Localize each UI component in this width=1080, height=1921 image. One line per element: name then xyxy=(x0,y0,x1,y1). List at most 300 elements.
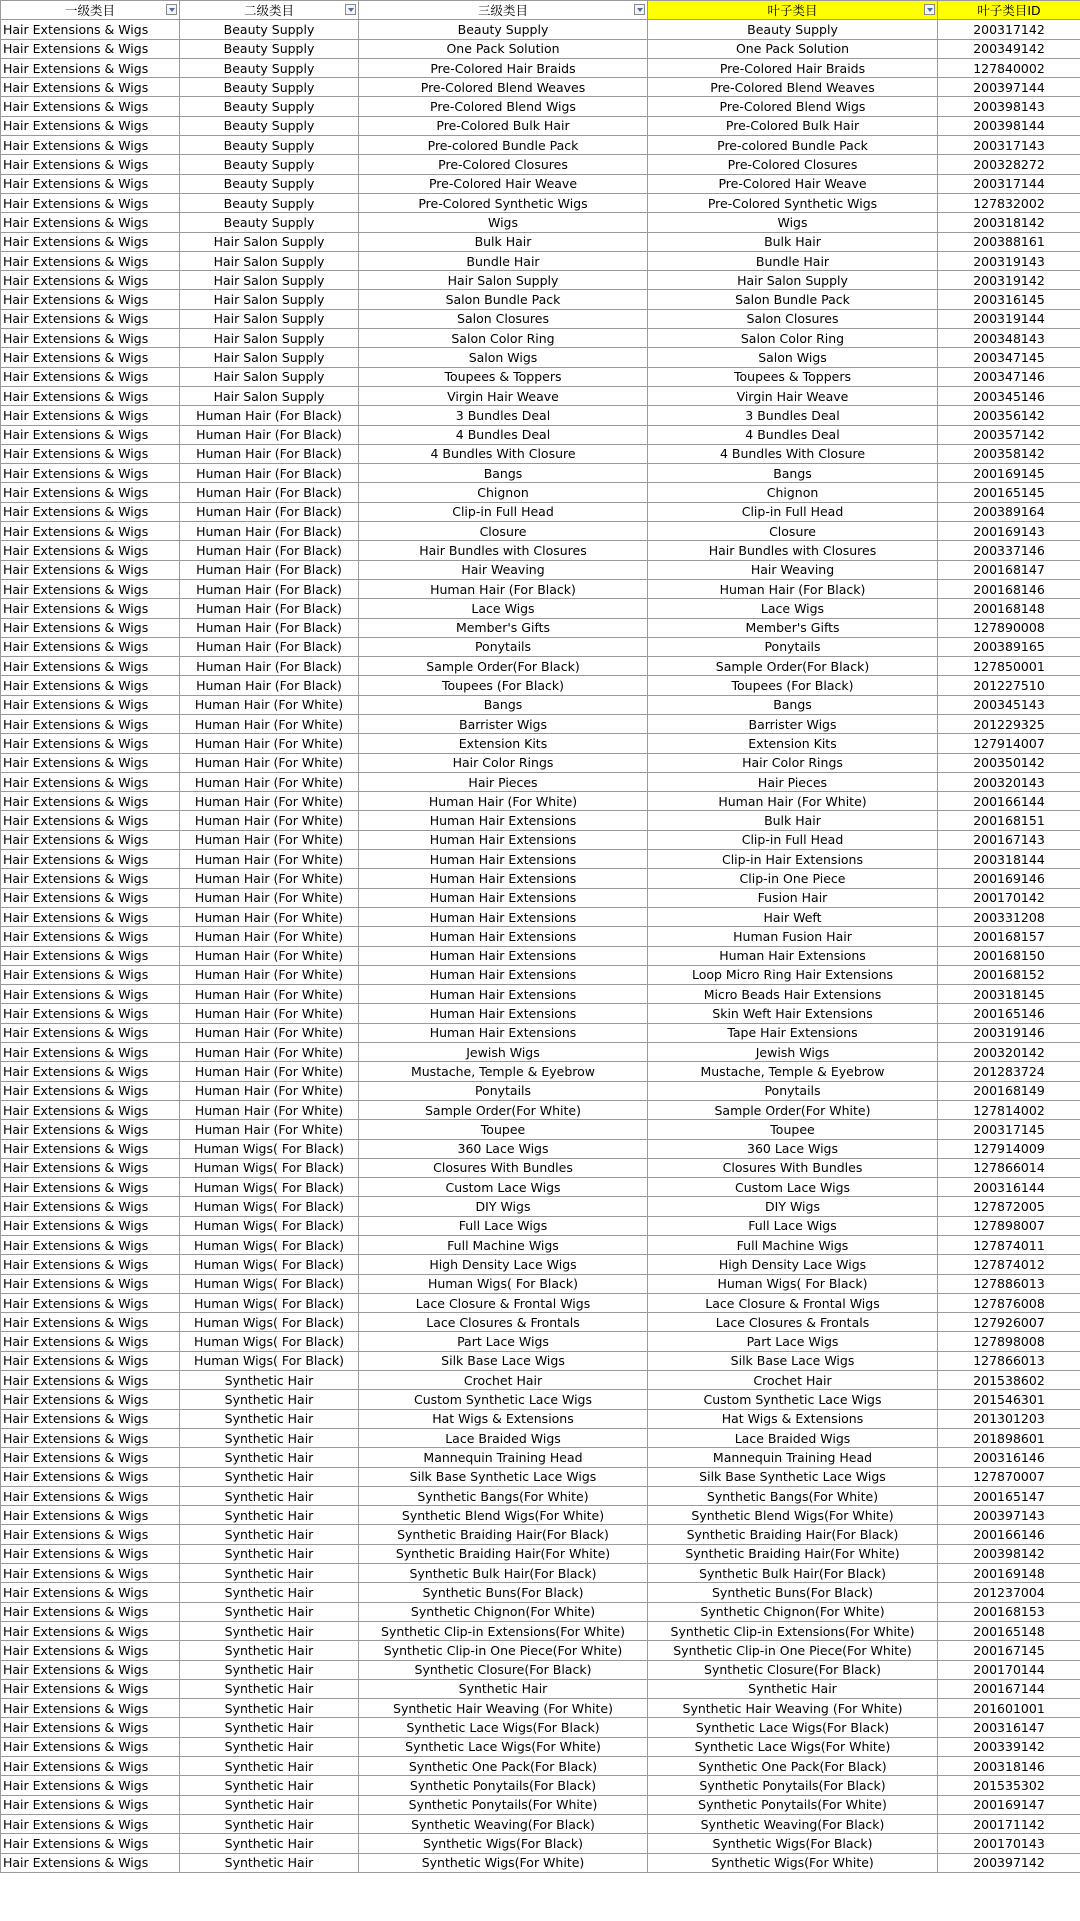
cell-level2[interactable]: Human Hair (For White) xyxy=(180,927,359,946)
cell-level3[interactable]: Lace Closures & Frontals xyxy=(359,1313,648,1332)
cell-leaf[interactable]: Chignon xyxy=(648,483,938,502)
cell-level2[interactable]: Human Hair (For White) xyxy=(180,792,359,811)
cell-leaf-id[interactable]: 200168150 xyxy=(938,946,1080,965)
cell-leaf[interactable]: Synthetic Hair xyxy=(648,1679,938,1698)
cell-level2[interactable]: Beauty Supply xyxy=(180,213,359,232)
cell-level1[interactable]: Hair Extensions & Wigs xyxy=(1,1814,180,1833)
cell-level3[interactable]: Hair Salon Supply xyxy=(359,271,648,290)
cell-level1[interactable]: Hair Extensions & Wigs xyxy=(1,1660,180,1679)
cell-level1[interactable]: Hair Extensions & Wigs xyxy=(1,1544,180,1563)
cell-level2[interactable]: Human Hair (For Black) xyxy=(180,618,359,637)
cell-leaf-id[interactable]: 200168153 xyxy=(938,1602,1080,1621)
cell-leaf-id[interactable]: 200316145 xyxy=(938,290,1080,309)
cell-level3[interactable]: Synthetic Closure(For Black) xyxy=(359,1660,648,1679)
cell-level2[interactable]: Hair Salon Supply xyxy=(180,309,359,328)
cell-level3[interactable]: Synthetic Wigs(For White) xyxy=(359,1853,648,1872)
cell-level3[interactable]: Bangs xyxy=(359,695,648,714)
cell-leaf[interactable]: Salon Closures xyxy=(648,309,938,328)
cell-level3[interactable]: Mannequin Training Head xyxy=(359,1448,648,1467)
cell-leaf[interactable]: Bulk Hair xyxy=(648,811,938,830)
cell-leaf[interactable]: Full Machine Wigs xyxy=(648,1236,938,1255)
cell-leaf[interactable]: Barrister Wigs xyxy=(648,714,938,733)
cell-level1[interactable]: Hair Extensions & Wigs xyxy=(1,1506,180,1525)
cell-level1[interactable]: Hair Extensions & Wigs xyxy=(1,1236,180,1255)
cell-leaf-id[interactable]: 200345146 xyxy=(938,386,1080,405)
cell-level2[interactable]: Synthetic Hair xyxy=(180,1621,359,1640)
cell-level1[interactable]: Hair Extensions & Wigs xyxy=(1,1621,180,1640)
cell-level2[interactable]: Synthetic Hair xyxy=(180,1699,359,1718)
cell-level2[interactable]: Hair Salon Supply xyxy=(180,232,359,251)
cell-level3[interactable]: Synthetic Lace Wigs(For White) xyxy=(359,1737,648,1756)
cell-level3[interactable]: Pre-Colored Bulk Hair xyxy=(359,116,648,135)
cell-level1[interactable]: Hair Extensions & Wigs xyxy=(1,1216,180,1235)
cell-leaf[interactable]: Synthetic Wigs(For White) xyxy=(648,1853,938,1872)
cell-level1[interactable]: Hair Extensions & Wigs xyxy=(1,1293,180,1312)
cell-level1[interactable]: Hair Extensions & Wigs xyxy=(1,1853,180,1872)
cell-leaf[interactable]: Human Hair Extensions xyxy=(648,946,938,965)
cell-level2[interactable]: Human Wigs( For Black) xyxy=(180,1216,359,1235)
cell-level2[interactable]: Human Hair (For Black) xyxy=(180,444,359,463)
cell-level3[interactable]: Hat Wigs & Extensions xyxy=(359,1409,648,1428)
cell-level2[interactable]: Beauty Supply xyxy=(180,193,359,212)
cell-level1[interactable]: Hair Extensions & Wigs xyxy=(1,155,180,174)
cell-leaf[interactable]: Synthetic Ponytails(For White) xyxy=(648,1795,938,1814)
cell-level2[interactable]: Human Hair (For White) xyxy=(180,1004,359,1023)
cell-leaf-id[interactable]: 200319144 xyxy=(938,309,1080,328)
cell-leaf-id[interactable]: 200165145 xyxy=(938,483,1080,502)
cell-level3[interactable]: Toupee xyxy=(359,1120,648,1139)
cell-level2[interactable]: Human Wigs( For Black) xyxy=(180,1293,359,1312)
cell-leaf[interactable]: Lace Braided Wigs xyxy=(648,1428,938,1447)
cell-level1[interactable]: Hair Extensions & Wigs xyxy=(1,1602,180,1621)
cell-leaf[interactable]: Salon Wigs xyxy=(648,348,938,367)
cell-level1[interactable]: Hair Extensions & Wigs xyxy=(1,541,180,560)
cell-leaf-id[interactable]: 200167143 xyxy=(938,830,1080,849)
cell-level3[interactable]: Lace Braided Wigs xyxy=(359,1428,648,1447)
cell-level2[interactable]: Human Wigs( For Black) xyxy=(180,1158,359,1177)
cell-leaf-id[interactable]: 127898007 xyxy=(938,1216,1080,1235)
cell-level2[interactable]: Synthetic Hair xyxy=(180,1776,359,1795)
cell-leaf-id[interactable]: 200166144 xyxy=(938,792,1080,811)
cell-level3[interactable]: Human Hair Extensions xyxy=(359,850,648,869)
cell-level3[interactable]: Bulk Hair xyxy=(359,232,648,251)
cell-leaf-id[interactable]: 200347146 xyxy=(938,367,1080,386)
cell-leaf[interactable]: 3 Bundles Deal xyxy=(648,406,938,425)
cell-level1[interactable]: Hair Extensions & Wigs xyxy=(1,329,180,348)
cell-level1[interactable]: Hair Extensions & Wigs xyxy=(1,1004,180,1023)
cell-leaf-id[interactable]: 201546301 xyxy=(938,1390,1080,1409)
cell-level1[interactable]: Hair Extensions & Wigs xyxy=(1,386,180,405)
cell-level2[interactable]: Human Hair (For White) xyxy=(180,734,359,753)
cell-leaf[interactable]: Pre-Colored Blend Wigs xyxy=(648,97,938,116)
cell-leaf-id[interactable]: 127850001 xyxy=(938,657,1080,676)
cell-level3[interactable]: Synthetic Wigs(For Black) xyxy=(359,1834,648,1853)
cell-level2[interactable]: Hair Salon Supply xyxy=(180,329,359,348)
cell-level3[interactable]: Synthetic Braiding Hair(For Black) xyxy=(359,1525,648,1544)
cell-level2[interactable]: Synthetic Hair xyxy=(180,1428,359,1447)
cell-leaf-id[interactable]: 127876008 xyxy=(938,1293,1080,1312)
cell-leaf[interactable]: Clip-in Hair Extensions xyxy=(648,850,938,869)
cell-leaf-id[interactable]: 200320143 xyxy=(938,772,1080,791)
cell-level1[interactable]: Hair Extensions & Wigs xyxy=(1,1081,180,1100)
cell-leaf-id[interactable]: 200331208 xyxy=(938,907,1080,926)
cell-leaf-id[interactable]: 201898601 xyxy=(938,1428,1080,1447)
cell-leaf[interactable]: High Density Lace Wigs xyxy=(648,1255,938,1274)
cell-leaf-id[interactable]: 200319146 xyxy=(938,1023,1080,1042)
cell-leaf[interactable]: Synthetic Clip-in Extensions(For White) xyxy=(648,1621,938,1640)
cell-leaf[interactable]: Salon Bundle Pack xyxy=(648,290,938,309)
cell-leaf-id[interactable]: 200348143 xyxy=(938,329,1080,348)
cell-level1[interactable]: Hair Extensions & Wigs xyxy=(1,869,180,888)
cell-level3[interactable]: Full Lace Wigs xyxy=(359,1216,648,1235)
cell-leaf[interactable]: Synthetic One Pack(For Black) xyxy=(648,1757,938,1776)
cell-level2[interactable]: Synthetic Hair xyxy=(180,1737,359,1756)
cell-leaf-id[interactable]: 200397143 xyxy=(938,1506,1080,1525)
cell-level3[interactable]: Human Hair Extensions xyxy=(359,1023,648,1042)
cell-leaf-id[interactable]: 200349142 xyxy=(938,39,1080,58)
cell-level3[interactable]: Hair Weaving xyxy=(359,560,648,579)
cell-level1[interactable]: Hair Extensions & Wigs xyxy=(1,1428,180,1447)
cell-level1[interactable]: Hair Extensions & Wigs xyxy=(1,1718,180,1737)
cell-level2[interactable]: Synthetic Hair xyxy=(180,1660,359,1679)
cell-leaf[interactable]: Hair Color Rings xyxy=(648,753,938,772)
cell-level1[interactable]: Hair Extensions & Wigs xyxy=(1,502,180,521)
cell-leaf[interactable]: Synthetic Buns(For Black) xyxy=(648,1583,938,1602)
cell-level1[interactable]: Hair Extensions & Wigs xyxy=(1,927,180,946)
cell-leaf-id[interactable]: 200169147 xyxy=(938,1795,1080,1814)
cell-level1[interactable]: Hair Extensions & Wigs xyxy=(1,985,180,1004)
cell-leaf[interactable]: Tape Hair Extensions xyxy=(648,1023,938,1042)
cell-level2[interactable]: Synthetic Hair xyxy=(180,1506,359,1525)
cell-leaf-id[interactable]: 200168151 xyxy=(938,811,1080,830)
cell-leaf[interactable]: Hair Bundles with Closures xyxy=(648,541,938,560)
cell-leaf[interactable]: Ponytails xyxy=(648,637,938,656)
cell-level3[interactable]: Human Hair (For Black) xyxy=(359,579,648,598)
cell-level3[interactable]: Custom Synthetic Lace Wigs xyxy=(359,1390,648,1409)
cell-level3[interactable]: Human Hair Extensions xyxy=(359,1004,648,1023)
cell-leaf-id[interactable]: 200166146 xyxy=(938,1525,1080,1544)
cell-leaf-id[interactable]: 200170142 xyxy=(938,888,1080,907)
cell-level1[interactable]: Hair Extensions & Wigs xyxy=(1,251,180,270)
cell-level2[interactable]: Human Hair (For White) xyxy=(180,907,359,926)
cell-leaf-id[interactable]: 127840002 xyxy=(938,58,1080,77)
cell-leaf[interactable]: Lace Wigs xyxy=(648,599,938,618)
cell-leaf-id[interactable]: 200169146 xyxy=(938,869,1080,888)
cell-level2[interactable]: Hair Salon Supply xyxy=(180,271,359,290)
cell-level2[interactable]: Beauty Supply xyxy=(180,97,359,116)
cell-leaf[interactable]: Pre-Colored Hair Weave xyxy=(648,174,938,193)
cell-level2[interactable]: Hair Salon Supply xyxy=(180,290,359,309)
cell-leaf[interactable]: Hair Salon Supply xyxy=(648,271,938,290)
cell-leaf-id[interactable]: 200168147 xyxy=(938,560,1080,579)
cell-level1[interactable]: Hair Extensions & Wigs xyxy=(1,444,180,463)
cell-level1[interactable]: Hair Extensions & Wigs xyxy=(1,232,180,251)
cell-leaf[interactable]: Jewish Wigs xyxy=(648,1043,938,1062)
cell-leaf-id[interactable]: 200170143 xyxy=(938,1834,1080,1853)
cell-level3[interactable]: Beauty Supply xyxy=(359,20,648,39)
cell-level1[interactable]: Hair Extensions & Wigs xyxy=(1,618,180,637)
cell-level1[interactable]: Hair Extensions & Wigs xyxy=(1,193,180,212)
cell-level3[interactable]: Human Hair Extensions xyxy=(359,830,648,849)
cell-leaf[interactable]: Hair Pieces xyxy=(648,772,938,791)
cell-leaf-id[interactable]: 200167145 xyxy=(938,1641,1080,1660)
cell-leaf[interactable]: Wigs xyxy=(648,213,938,232)
cell-leaf-id[interactable]: 200168152 xyxy=(938,965,1080,984)
cell-level1[interactable]: Hair Extensions & Wigs xyxy=(1,78,180,97)
cell-level3[interactable]: Synthetic Bulk Hair(For Black) xyxy=(359,1564,648,1583)
cell-leaf-id[interactable]: 200389165 xyxy=(938,637,1080,656)
cell-level3[interactable]: Lace Closure & Frontal Wigs xyxy=(359,1293,648,1312)
cell-level3[interactable]: Silk Base Synthetic Lace Wigs xyxy=(359,1467,648,1486)
cell-leaf-id[interactable]: 200388161 xyxy=(938,232,1080,251)
cell-leaf-id[interactable]: 200317145 xyxy=(938,1120,1080,1139)
cell-level1[interactable]: Hair Extensions & Wigs xyxy=(1,290,180,309)
cell-leaf-id[interactable]: 200316144 xyxy=(938,1178,1080,1197)
cell-level3[interactable]: High Density Lace Wigs xyxy=(359,1255,648,1274)
column-header-leaf-id[interactable] xyxy=(938,1,1080,20)
cell-level3[interactable]: Toupees & Toppers xyxy=(359,367,648,386)
cell-leaf[interactable]: Pre-Colored Bulk Hair xyxy=(648,116,938,135)
cell-level3[interactable]: Human Hair Extensions xyxy=(359,985,648,1004)
cell-level3[interactable]: Synthetic Ponytails(For Black) xyxy=(359,1776,648,1795)
cell-level3[interactable]: Hair Pieces xyxy=(359,772,648,791)
cell-level1[interactable]: Hair Extensions & Wigs xyxy=(1,1178,180,1197)
cell-level2[interactable]: Human Hair (For White) xyxy=(180,888,359,907)
cell-leaf[interactable]: Pre-Colored Blend Weaves xyxy=(648,78,938,97)
cell-level3[interactable]: Bangs xyxy=(359,464,648,483)
cell-leaf[interactable]: Skin Weft Hair Extensions xyxy=(648,1004,938,1023)
cell-level3[interactable]: Human Hair Extensions xyxy=(359,927,648,946)
cell-level2[interactable]: Human Hair (For Black) xyxy=(180,599,359,618)
cell-level3[interactable]: Synthetic Chignon(For White) xyxy=(359,1602,648,1621)
cell-leaf-id[interactable]: 200168146 xyxy=(938,579,1080,598)
cell-level1[interactable]: Hair Extensions & Wigs xyxy=(1,1583,180,1602)
filter-dropdown-icon[interactable] xyxy=(634,4,645,15)
cell-level2[interactable]: Synthetic Hair xyxy=(180,1371,359,1390)
cell-leaf[interactable]: Toupee xyxy=(648,1120,938,1139)
cell-leaf-id[interactable]: 127914007 xyxy=(938,734,1080,753)
cell-leaf[interactable]: Human Wigs( For Black) xyxy=(648,1274,938,1293)
cell-level1[interactable]: Hair Extensions & Wigs xyxy=(1,1197,180,1216)
cell-level2[interactable]: Synthetic Hair xyxy=(180,1564,359,1583)
cell-level2[interactable]: Human Hair (For White) xyxy=(180,1100,359,1119)
cell-level3[interactable]: Bundle Hair xyxy=(359,251,648,270)
cell-level2[interactable]: Human Hair (For White) xyxy=(180,830,359,849)
cell-leaf[interactable]: Human Hair (For White) xyxy=(648,792,938,811)
cell-level1[interactable]: Hair Extensions & Wigs xyxy=(1,58,180,77)
cell-leaf-id[interactable]: 200167144 xyxy=(938,1679,1080,1698)
cell-leaf[interactable]: Closures With Bundles xyxy=(648,1158,938,1177)
cell-leaf-id[interactable]: 201229325 xyxy=(938,714,1080,733)
cell-level1[interactable]: Hair Extensions & Wigs xyxy=(1,271,180,290)
cell-level2[interactable]: Human Wigs( For Black) xyxy=(180,1178,359,1197)
cell-level1[interactable]: Hair Extensions & Wigs xyxy=(1,1737,180,1756)
cell-level3[interactable]: Synthetic Ponytails(For White) xyxy=(359,1795,648,1814)
cell-leaf[interactable]: DIY Wigs xyxy=(648,1197,938,1216)
cell-level1[interactable]: Hair Extensions & Wigs xyxy=(1,1795,180,1814)
cell-leaf[interactable]: Synthetic Bulk Hair(For Black) xyxy=(648,1564,938,1583)
cell-level2[interactable]: Synthetic Hair xyxy=(180,1525,359,1544)
cell-level3[interactable]: Salon Color Ring xyxy=(359,329,648,348)
cell-level1[interactable]: Hair Extensions & Wigs xyxy=(1,657,180,676)
cell-leaf-id[interactable]: 127914009 xyxy=(938,1139,1080,1158)
cell-level1[interactable]: Hair Extensions & Wigs xyxy=(1,1679,180,1698)
cell-level2[interactable]: Human Wigs( For Black) xyxy=(180,1274,359,1293)
cell-level2[interactable]: Synthetic Hair xyxy=(180,1757,359,1776)
cell-leaf-id[interactable]: 200319142 xyxy=(938,271,1080,290)
cell-level2[interactable]: Human Hair (For Black) xyxy=(180,676,359,695)
cell-level2[interactable]: Synthetic Hair xyxy=(180,1853,359,1872)
cell-level2[interactable]: Human Hair (For Black) xyxy=(180,560,359,579)
cell-level1[interactable]: Hair Extensions & Wigs xyxy=(1,1776,180,1795)
cell-leaf[interactable]: Bangs xyxy=(648,695,938,714)
cell-level1[interactable]: Hair Extensions & Wigs xyxy=(1,1023,180,1042)
cell-leaf[interactable]: Closure xyxy=(648,522,938,541)
cell-leaf-id[interactable]: 127872005 xyxy=(938,1197,1080,1216)
cell-leaf-id[interactable]: 200337146 xyxy=(938,541,1080,560)
cell-level2[interactable]: Human Hair (For White) xyxy=(180,1043,359,1062)
cell-leaf[interactable]: Mustache, Temple & Eyebrow xyxy=(648,1062,938,1081)
cell-level3[interactable]: Ponytails xyxy=(359,637,648,656)
cell-leaf-id[interactable]: 200169145 xyxy=(938,464,1080,483)
cell-leaf-id[interactable]: 200316146 xyxy=(938,1448,1080,1467)
cell-level1[interactable]: Hair Extensions & Wigs xyxy=(1,830,180,849)
cell-leaf[interactable]: Hair Weaving xyxy=(648,560,938,579)
cell-leaf-id[interactable]: 201538602 xyxy=(938,1371,1080,1390)
cell-leaf[interactable]: Pre-Colored Hair Braids xyxy=(648,58,938,77)
cell-leaf[interactable]: Clip-in One Piece xyxy=(648,869,938,888)
cell-level1[interactable]: Hair Extensions & Wigs xyxy=(1,1699,180,1718)
cell-level2[interactable]: Human Hair (For White) xyxy=(180,985,359,1004)
cell-level1[interactable]: Hair Extensions & Wigs xyxy=(1,464,180,483)
cell-level1[interactable]: Hair Extensions & Wigs xyxy=(1,309,180,328)
cell-leaf[interactable]: Fusion Hair xyxy=(648,888,938,907)
cell-level3[interactable]: Salon Closures xyxy=(359,309,648,328)
cell-level2[interactable]: Human Hair (For Black) xyxy=(180,502,359,521)
cell-leaf-id[interactable]: 200398144 xyxy=(938,116,1080,135)
cell-level2[interactable]: Human Hair (For White) xyxy=(180,1120,359,1139)
cell-level1[interactable]: Hair Extensions & Wigs xyxy=(1,1641,180,1660)
cell-level2[interactable]: Human Hair (For White) xyxy=(180,1062,359,1081)
cell-level2[interactable]: Human Wigs( For Black) xyxy=(180,1255,359,1274)
cell-level2[interactable]: Human Hair (For White) xyxy=(180,965,359,984)
cell-leaf[interactable]: Pre-colored Bundle Pack xyxy=(648,136,938,155)
cell-level2[interactable]: Hair Salon Supply xyxy=(180,348,359,367)
cell-leaf[interactable]: Full Lace Wigs xyxy=(648,1216,938,1235)
cell-level1[interactable]: Hair Extensions & Wigs xyxy=(1,1274,180,1293)
cell-level1[interactable]: Hair Extensions & Wigs xyxy=(1,213,180,232)
cell-leaf[interactable]: 4 Bundles With Closure xyxy=(648,444,938,463)
cell-leaf-id[interactable]: 200320142 xyxy=(938,1043,1080,1062)
cell-leaf[interactable]: Synthetic Closure(For Black) xyxy=(648,1660,938,1679)
cell-level1[interactable]: Hair Extensions & Wigs xyxy=(1,1255,180,1274)
cell-leaf[interactable]: 360 Lace Wigs xyxy=(648,1139,938,1158)
cell-leaf-id[interactable]: 200165148 xyxy=(938,1621,1080,1640)
cell-leaf-id[interactable]: 201535302 xyxy=(938,1776,1080,1795)
cell-leaf[interactable]: Custom Lace Wigs xyxy=(648,1178,938,1197)
cell-leaf-id[interactable]: 200347145 xyxy=(938,348,1080,367)
filter-dropdown-icon[interactable] xyxy=(924,4,935,15)
cell-level3[interactable]: Salon Wigs xyxy=(359,348,648,367)
cell-leaf[interactable]: Synthetic Lace Wigs(For Black) xyxy=(648,1718,938,1737)
cell-level1[interactable]: Hair Extensions & Wigs xyxy=(1,772,180,791)
cell-level3[interactable]: One Pack Solution xyxy=(359,39,648,58)
cell-level3[interactable]: Salon Bundle Pack xyxy=(359,290,648,309)
cell-level2[interactable]: Synthetic Hair xyxy=(180,1448,359,1467)
cell-level1[interactable]: Hair Extensions & Wigs xyxy=(1,1486,180,1505)
cell-level2[interactable]: Human Wigs( For Black) xyxy=(180,1351,359,1370)
cell-level1[interactable]: Hair Extensions & Wigs xyxy=(1,714,180,733)
cell-level3[interactable]: Human Hair Extensions xyxy=(359,888,648,907)
cell-level2[interactable]: Human Hair (For White) xyxy=(180,695,359,714)
cell-leaf[interactable]: Ponytails xyxy=(648,1081,938,1100)
cell-leaf-id[interactable]: 127890008 xyxy=(938,618,1080,637)
cell-level3[interactable]: Pre-Colored Synthetic Wigs xyxy=(359,193,648,212)
cell-level3[interactable]: Member's Gifts xyxy=(359,618,648,637)
cell-level3[interactable]: Synthetic Weaving(For Black) xyxy=(359,1814,648,1833)
cell-level1[interactable]: Hair Extensions & Wigs xyxy=(1,1100,180,1119)
cell-level2[interactable]: Synthetic Hair xyxy=(180,1718,359,1737)
cell-leaf[interactable]: Synthetic Ponytails(For Black) xyxy=(648,1776,938,1795)
cell-level1[interactable]: Hair Extensions & Wigs xyxy=(1,1448,180,1467)
cell-leaf-id[interactable]: 127870007 xyxy=(938,1467,1080,1486)
cell-level3[interactable]: 360 Lace Wigs xyxy=(359,1139,648,1158)
cell-level2[interactable]: Hair Salon Supply xyxy=(180,386,359,405)
cell-level3[interactable]: Hair Bundles with Closures xyxy=(359,541,648,560)
cell-level1[interactable]: Hair Extensions & Wigs xyxy=(1,1409,180,1428)
cell-level1[interactable]: Hair Extensions & Wigs xyxy=(1,1332,180,1351)
cell-level2[interactable]: Beauty Supply xyxy=(180,78,359,97)
cell-level2[interactable]: Human Hair (For Black) xyxy=(180,483,359,502)
cell-leaf-id[interactable]: 127886013 xyxy=(938,1274,1080,1293)
cell-leaf-id[interactable]: 201601001 xyxy=(938,1699,1080,1718)
cell-leaf[interactable]: Human Hair (For Black) xyxy=(648,579,938,598)
cell-level3[interactable]: Synthetic One Pack(For Black) xyxy=(359,1757,648,1776)
cell-level2[interactable]: Human Wigs( For Black) xyxy=(180,1139,359,1158)
cell-level2[interactable]: Human Hair (For White) xyxy=(180,1023,359,1042)
cell-level3[interactable]: Human Wigs( For Black) xyxy=(359,1274,648,1293)
cell-level3[interactable]: Silk Base Lace Wigs xyxy=(359,1351,648,1370)
cell-level3[interactable]: Crochet Hair xyxy=(359,1371,648,1390)
cell-leaf[interactable]: Lace Closures & Frontals xyxy=(648,1313,938,1332)
cell-level3[interactable]: Pre-Colored Closures xyxy=(359,155,648,174)
cell-level2[interactable]: Synthetic Hair xyxy=(180,1679,359,1698)
cell-level1[interactable]: Hair Extensions & Wigs xyxy=(1,579,180,598)
cell-leaf-id[interactable]: 200389164 xyxy=(938,502,1080,521)
cell-level3[interactable]: Synthetic Hair xyxy=(359,1679,648,1698)
cell-level3[interactable]: Toupees (For Black) xyxy=(359,676,648,695)
cell-leaf-id[interactable]: 200169148 xyxy=(938,1564,1080,1583)
cell-level1[interactable]: Hair Extensions & Wigs xyxy=(1,367,180,386)
cell-leaf[interactable]: Synthetic Wigs(For Black) xyxy=(648,1834,938,1853)
filter-dropdown-icon[interactable] xyxy=(166,4,177,15)
cell-level3[interactable]: Pre-Colored Hair Weave xyxy=(359,174,648,193)
cell-leaf-id[interactable]: 200168149 xyxy=(938,1081,1080,1100)
cell-level2[interactable]: Synthetic Hair xyxy=(180,1834,359,1853)
cell-level3[interactable]: Pre-colored Bundle Pack xyxy=(359,136,648,155)
cell-leaf-id[interactable]: 127814002 xyxy=(938,1100,1080,1119)
cell-level3[interactable]: Synthetic Clip-in One Piece(For White) xyxy=(359,1641,648,1660)
cell-level1[interactable]: Hair Extensions & Wigs xyxy=(1,965,180,984)
cell-leaf-id[interactable]: 200317144 xyxy=(938,174,1080,193)
cell-leaf-id[interactable]: 200316147 xyxy=(938,1718,1080,1737)
cell-leaf-id[interactable]: 200317142 xyxy=(938,20,1080,39)
cell-leaf[interactable]: Crochet Hair xyxy=(648,1371,938,1390)
cell-level1[interactable]: Hair Extensions & Wigs xyxy=(1,116,180,135)
cell-level1[interactable]: Hair Extensions & Wigs xyxy=(1,676,180,695)
cell-level3[interactable]: Lace Wigs xyxy=(359,599,648,618)
cell-level2[interactable]: Synthetic Hair xyxy=(180,1795,359,1814)
